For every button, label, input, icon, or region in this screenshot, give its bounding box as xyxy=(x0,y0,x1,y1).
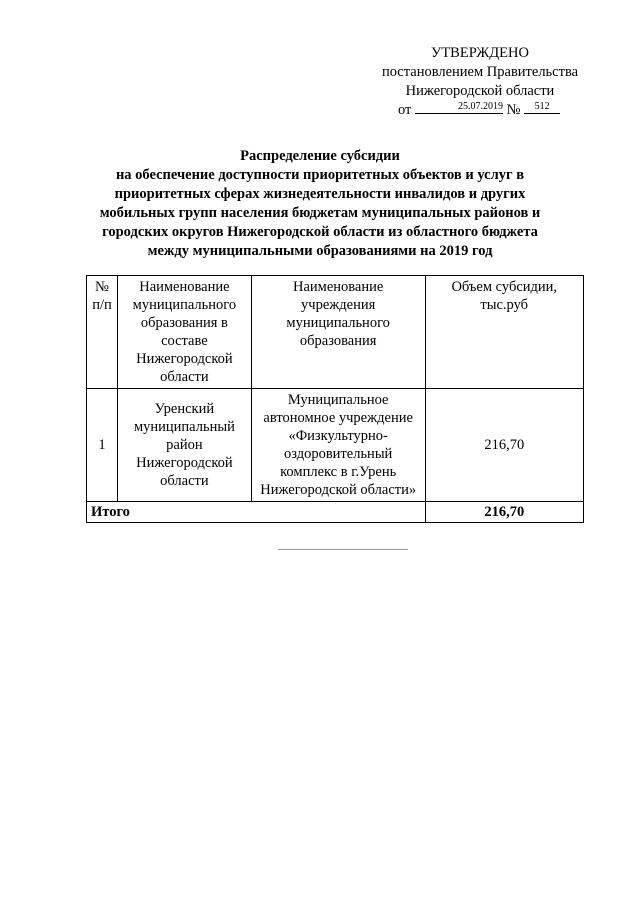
cell-num: 1 xyxy=(87,389,118,502)
table-header-row xyxy=(87,276,584,389)
total-amount: 216,70 xyxy=(425,502,584,523)
number-underline xyxy=(524,101,560,114)
header-institution: Наименование учреждения муниципального образования xyxy=(251,276,425,389)
document-title xyxy=(80,147,560,261)
header-amount: Объем субсидии, тыс.руб xyxy=(425,276,584,389)
approval-line-region: Нижегородской области xyxy=(405,83,555,99)
approval-date-line xyxy=(370,101,590,120)
title-line-5: городских округов Нижегородской области из областного бюджета xyxy=(102,224,538,240)
number-sign: № xyxy=(506,102,521,118)
title-line-2: на обеспечение доступности приоритетных объектов и услуг в xyxy=(115,167,525,183)
approval-heading: УТВЕРЖДЕНО xyxy=(431,45,529,61)
end-divider xyxy=(278,549,408,550)
total-row xyxy=(87,502,584,523)
header-num: № п/п xyxy=(87,276,118,389)
approval-block xyxy=(370,44,590,120)
approval-date: 25.07.2019 xyxy=(458,101,504,112)
date-underline xyxy=(415,101,503,114)
approval-number: 512 xyxy=(534,101,550,112)
cell-municipality: Уренский муниципальный район Нижегородской области xyxy=(117,389,251,502)
title-line-6: между муниципальными образованиями на 2019 год xyxy=(147,243,493,259)
title-line-3: приоритетных сферах жизнедеятельности инвалидов и других xyxy=(114,186,526,202)
date-prefix: от xyxy=(398,102,412,118)
cell-amount: 216,70 xyxy=(425,389,584,502)
title-line-4: мобильных групп населения бюджетам муниципальных районов и xyxy=(99,205,541,221)
cell-institution: Муниципальное автономное учреждение «Физкультурно-оздоровительный комплекс в г.Урень Нижегородской области» xyxy=(251,389,425,502)
approval-line-decree: постановлением Правительства xyxy=(381,64,579,80)
total-label: Итого xyxy=(87,502,426,523)
table-row xyxy=(87,389,584,502)
subsidy-distribution-table xyxy=(86,275,584,523)
header-municipality: Наименование муниципального образования в составе Нижегородской области xyxy=(117,276,251,389)
title-line-1: Распределение субсидии xyxy=(240,148,400,164)
